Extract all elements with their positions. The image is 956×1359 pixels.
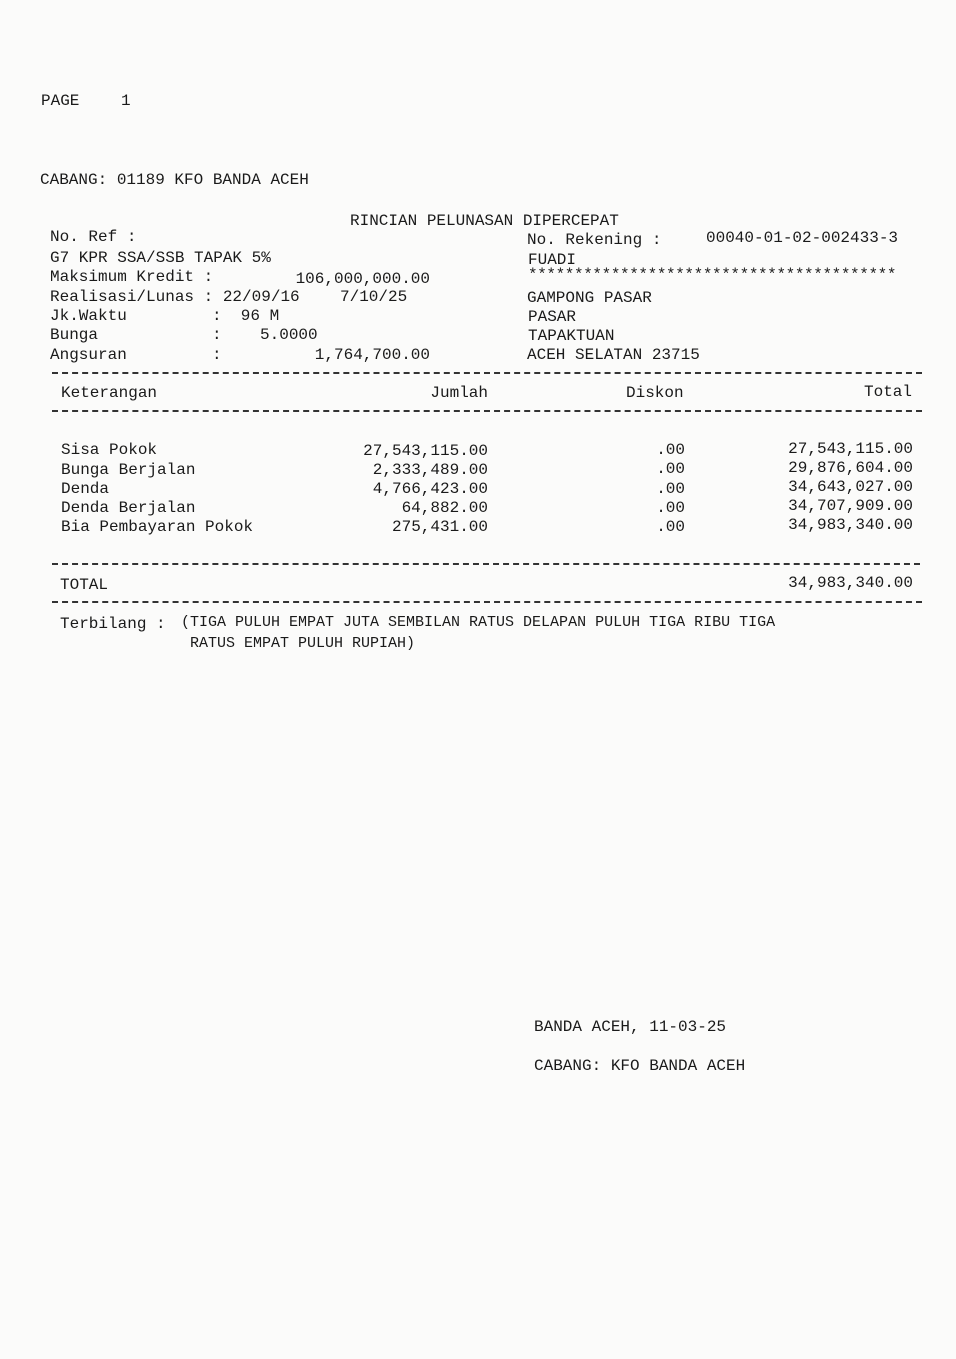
divider-header — [52, 410, 922, 412]
product-name: G7 KPR SSA/SSB TAPAK 5% — [50, 249, 271, 267]
row-total: 27,543,115.00 — [788, 440, 913, 458]
page-number: 1 — [121, 92, 131, 110]
row-jumlah: 64,882.00 — [401, 499, 488, 517]
row-jumlah: 27,543,115.00 — [363, 442, 488, 460]
lunas-date: 7/10/25 — [340, 288, 408, 306]
divider-total-top — [52, 563, 920, 565]
masked-line: **************************************** — [528, 266, 897, 284]
terbilang-line-2: RATUS EMPAT PULUH RUPIAH) — [190, 635, 416, 652]
maksimum-kredit-value: 106,000,000.00 — [295, 270, 430, 288]
address-line-2: PASAR — [528, 308, 577, 326]
realisasi-label: Realisasi/Lunas : 22/09/16 — [50, 288, 300, 306]
address-line-3: TAPAKTUAN — [528, 327, 615, 345]
jangka-waktu-value: : 96 M — [212, 307, 280, 325]
rekening-label: No. Rekening : — [527, 231, 662, 249]
row-jumlah: 4,766,423.00 — [372, 480, 488, 498]
row-jumlah: 2,333,489.00 — [372, 461, 488, 479]
row-total: 34,707,909.00 — [788, 497, 913, 515]
angsuran-colon: : — [212, 346, 222, 364]
total-label: TOTAL — [60, 576, 109, 594]
row-total: 34,643,027.00 — [788, 478, 913, 496]
bunga-label: Bunga — [50, 326, 99, 344]
header-total: Total — [863, 383, 912, 401]
customer-name: FUADI — [528, 251, 577, 269]
angsuran-value: 1,764,700.00 — [314, 346, 430, 364]
row-jumlah: 275,431.00 — [391, 518, 488, 536]
maksimum-kredit-label: Maksimum Kredit : — [50, 268, 214, 286]
address-line-1: GAMPONG PASAR — [527, 289, 652, 307]
header-keterangan: Keterangan — [61, 384, 158, 402]
page-label: PAGE — [41, 92, 80, 110]
rekening-value: 00040-01-02-002433-3 — [706, 229, 899, 247]
row-ket: Denda — [61, 480, 110, 498]
terbilang-label: Terbilang : — [60, 615, 166, 633]
place-date: BANDA ACEH, 11-03-25 — [534, 1018, 727, 1036]
branch-header: CABANG: 01189 KFO BANDA ACEH — [40, 171, 309, 189]
divider-total-bottom — [52, 601, 922, 603]
jangka-waktu-label: Jk.Waktu — [50, 307, 127, 325]
address-line-4: ACEH SELATAN 23715 — [527, 346, 700, 364]
angsuran-label: Angsuran — [50, 346, 127, 364]
terbilang-line-1: (TIGA PULUH EMPAT JUTA SEMBILAN RATUS DELAPAN PULUH TIGA RIBU TIGA — [181, 614, 776, 631]
bunga-value: : 5.0000 — [212, 326, 318, 344]
row-ket: Sisa Pokok — [61, 441, 158, 459]
row-total: 34,983,340.00 — [788, 516, 913, 534]
divider-top — [52, 372, 922, 374]
row-diskon: .00 — [656, 499, 685, 517]
no-ref-label: No. Ref : — [50, 228, 137, 246]
row-diskon: .00 — [656, 518, 685, 536]
header-jumlah: Jumlah — [430, 384, 488, 402]
row-total: 29,876,604.00 — [788, 459, 913, 477]
document-title: RINCIAN PELUNASAN DIPERCEPAT — [350, 212, 619, 230]
header-diskon: Diskon — [626, 384, 684, 402]
row-diskon: .00 — [656, 460, 685, 478]
row-ket: Denda Berjalan — [61, 499, 196, 517]
footer-branch: CABANG: KFO BANDA ACEH — [534, 1057, 746, 1075]
total-value: 34,983,340.00 — [788, 574, 913, 592]
row-ket: Bia Pembayaran Pokok — [61, 518, 254, 536]
row-diskon: .00 — [656, 480, 685, 498]
row-ket: Bunga Berjalan — [61, 461, 196, 479]
row-diskon: .00 — [656, 441, 685, 459]
